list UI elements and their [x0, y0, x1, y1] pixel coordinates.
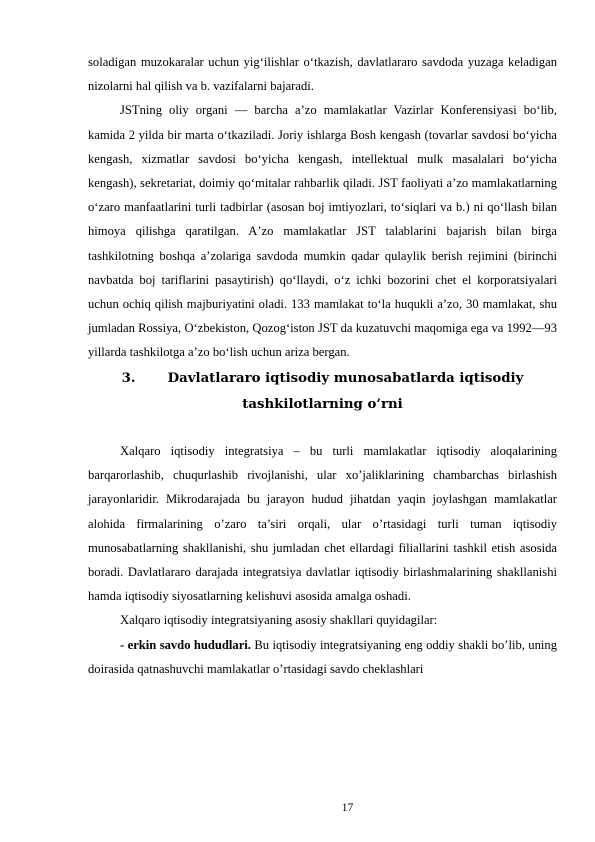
page-number: 17: [341, 802, 354, 814]
paragraph-continued: soladigan muzokaralar uchun yigʻilishlar oʻtkazish, davlatlararo savdoda yuzaga keladigan nizolarni hal qilish va b. vazifalarni bajaradi.: [88, 55, 557, 94]
section-number: 3.: [121, 371, 136, 386]
body-text-top: [88, 50, 557, 365]
paragraph-forms-intro: Xalqaro iqtisodiy integratsiyaning asosiy shakllari quyidagilar:: [120, 613, 438, 628]
section-heading-line1: [88, 366, 557, 392]
paragraph-integration-definition: Xalqaro iqtisodiy integratsiya – bu turli mamlakatlar iqtisodiy aloqalarining barqarorlashib, chuqurlashib rivojlanishi, ular xo’jaliklarining chambarchas birlashish jarayonlaridir. Mikrodarajada bu jarayon hudud jihatdan yaqin joylashgan mamlakatlar alohida firmalarining o’zaro ta’siri orqali, ular o’rtasidagi turli tuman iqtisodiy munosabatlarning shakllanishi, shu jumladan chet ellardagi filiallarini tashkil etish asosida boradi. Davlatlararo darajada integratsiya davlatlar iqtisodiy birlashmalarining shakllanishi hamda iqtisodiy siyosatlarning kelishuvi asosida amalga oshadi.: [88, 444, 557, 604]
paragraph-wto-structure: JSTning oliy organi — barcha aʼzo mamlakatlar Vazirlar Konferensiyasi boʻlib, kamida 2 yilda bir marta oʻtkaziladi. Joriy ishlarga Bosh kengash (tovarlar savdosi boʻyicha kengash, xizmatlar savdosi boʻyicha kengash, intellektual mulk masalalari boʻyicha kengash), sekretariat, doimiy qoʻmitalar rahbarlik qiladi. JST faoliyati aʼzo mamlakatlarning oʻzaro manfaatlarini turli tadbirlar (asosan boj imtiyozlari, toʻsiqlari va b.) ni qoʻllash bilan himoya qilishga qaratilgan. Aʼzo mamlakatlar JST talablarini bajarish bilan birga tashkilotning boshqa aʼzolariga savdoda mumkin qadar qulaylik berish rejimini (birinchi navbatda boj tariflarini pasaytirish) qoʻllaydi, oʻz ichki bozorini chet el korporatsiyalari uchun ochiq qilish majburiyatini oladi. 133 mamlakat toʻla huqukli aʼzo, 30 mamlakat, shu jumladan Rossiya, Oʻzbekiston, Qozogʻiston JST da kuzatuvchi maqomiga ega va 1992—93 yillarda tashkilotga aʼzo boʻlish uchun ariza bergan.: [88, 103, 557, 360]
paragraph-free-trade-zones: [88, 633, 557, 681]
free-trade-term: - erkin savdo hududlari.: [120, 637, 251, 652]
free-trade-description: Bu iqtisodiy integratsiyaning eng oddiy shakli bo’lib, uning doirasida qatnashuvchi mamlakatlar o’rtasidagi savdo cheklashlari: [88, 637, 557, 676]
body-text-bottom: [88, 439, 557, 681]
section-title-part2: tashkilotlarning o’rni: [242, 397, 403, 412]
section-title-part1: Davlatlararo iqtisodiy munosabatlarda iqtisodiy: [167, 371, 524, 386]
section-heading: [88, 366, 557, 418]
